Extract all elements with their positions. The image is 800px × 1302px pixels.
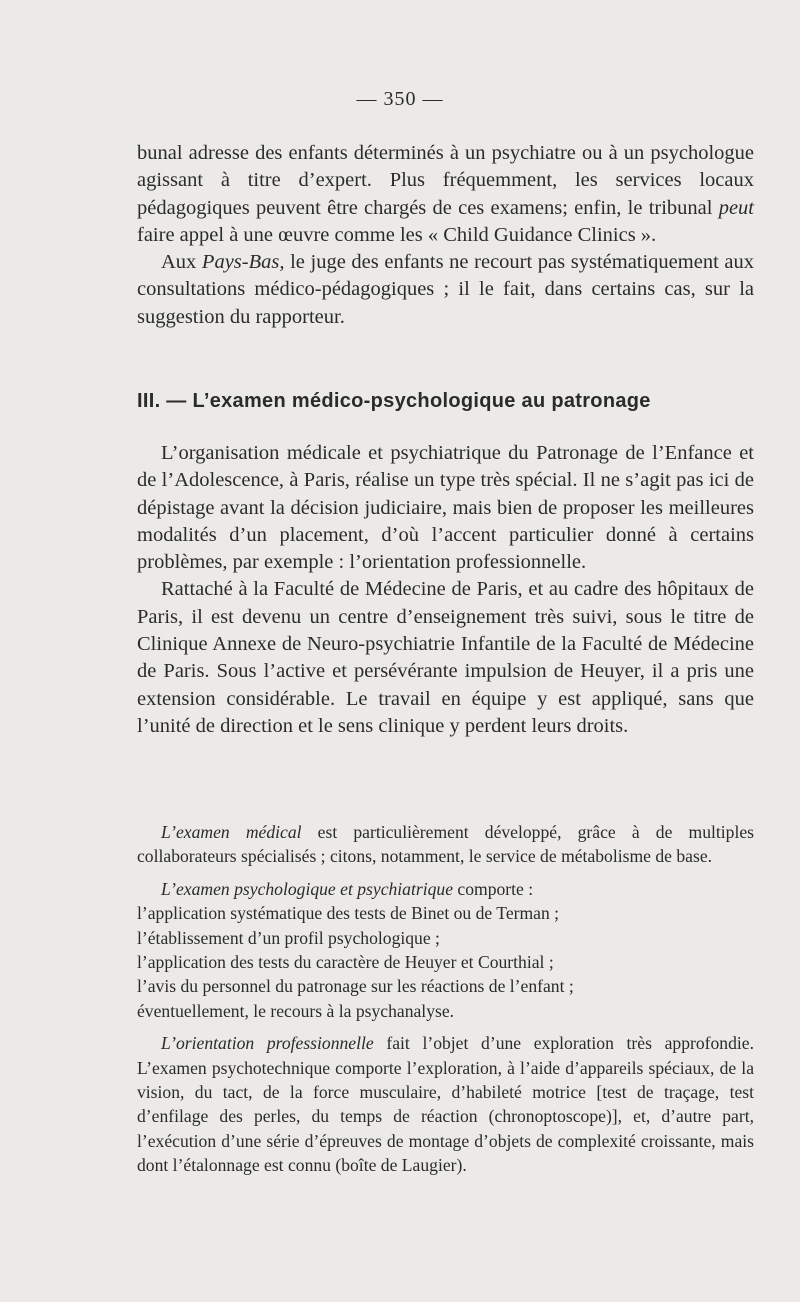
- orientation-text: fait l’objet d’une exploration très approfondie. L’examen psychotechnique comporte l’exploration, à l’aide d’appareils spéciaux, de la vision, du tact, de la force musculaire, d’habileté motrice [test de traçage, test d’enfilage des perles, du temps de réaction (chronoptoscope)], et, d’autre part, l’exécution d’une série d’épreuves de montage d’objets de complexité croissante, mais dont l’étalonnage est connu (boîte de Laugier).: [137, 1033, 754, 1176]
- page-number: — 350 —: [356, 88, 444, 110]
- orientation-title: L’orientation professionnelle: [161, 1033, 374, 1054]
- intro-p1-text: bunal adresse des enfants déterminés à un psychiatre ou à un psychologue agissant à titre d’expert. Plus fréquemment, les services locaux pédagogiques peuvent être chargés de ces examens; enfin, le tribunal: [137, 142, 754, 219]
- section-heading: III. — L’examen médico-psychologique au patronage: [137, 390, 651, 412]
- medical-exam-title: L’examen médical: [161, 822, 302, 842]
- intro-p2-text: le juge des enfants ne recourt pas systématiquement aux consultations médico-pédagogiques ; il le fait, dans certains cas, sur la suggestion du rapporteur.: [137, 251, 754, 328]
- list-item: éventuellement, le recours à la psychanalyse.: [137, 1000, 455, 1021]
- list-item: l’application des tests du caractère de Heuyer et Courthial ;: [137, 952, 554, 973]
- intro-p1-italic: peut: [718, 196, 754, 219]
- intro-paragraph-1: [137, 140, 754, 249]
- psych-exam-text: comporte :: [453, 878, 534, 899]
- intro-p1-end: faire appel à une œuvre comme les « Child Guidance Clinics ».: [137, 223, 657, 246]
- intro-text: [137, 140, 754, 331]
- details-text: [137, 820, 754, 1178]
- intro-p2-pre: Aux: [161, 251, 202, 274]
- psych-exam-paragraph: [137, 877, 754, 901]
- orientation-paragraph: [137, 1031, 754, 1177]
- list-item: l’établissement d’un profil psychologique ;: [137, 927, 440, 948]
- intro-paragraph-2: [137, 249, 754, 331]
- section-paragraph-1: L’organisation médicale et psychiatrique du Patronage de l’Enfance et de l’Adolescence, à Paris, réalise un type très spécial. Il ne s’agit pas ici de dépistage avant la décision judiciaire, mais bien de proposer les meilleures modalités d’un placement, d’où l’accent particulier donné à certains problèmes, par exemple : l’orientation professionnelle.: [137, 442, 754, 574]
- intro-p2-italic: Pays-Bas,: [201, 251, 285, 274]
- medical-exam-paragraph: [137, 820, 754, 869]
- list-item: l’application systématique des tests de Binet ou de Terman ;: [137, 903, 560, 924]
- psych-exam-title: L’examen psychologique et psychiatrique: [161, 878, 454, 899]
- section-paragraph-2: Rattaché à la Faculté de Médecine de Paris, et au cadre des hôpitaux de Paris, il est devenu un centre d’enseignement très suivi, sous le titre de Clinique Annexe de Neuro-psychiatrie Infantile de la Faculté de Médecine de Paris. Sous l’active et persévérante impulsion de Heuyer, il a pris une extension considérable. Le travail en équipe y est appliqué, sans que l’unité de direction et le sens clinique y perdent leurs droits.: [137, 578, 754, 737]
- medical-exam-text: est particulièrement développé, grâce à de multiples collaborateurs spécialisés ; citons, notamment, le service de métabolisme de base.: [137, 822, 754, 867]
- list-item: l’avis du personnel du patronage sur les réactions de l’enfant ;: [137, 976, 574, 997]
- section-text: [137, 440, 754, 740]
